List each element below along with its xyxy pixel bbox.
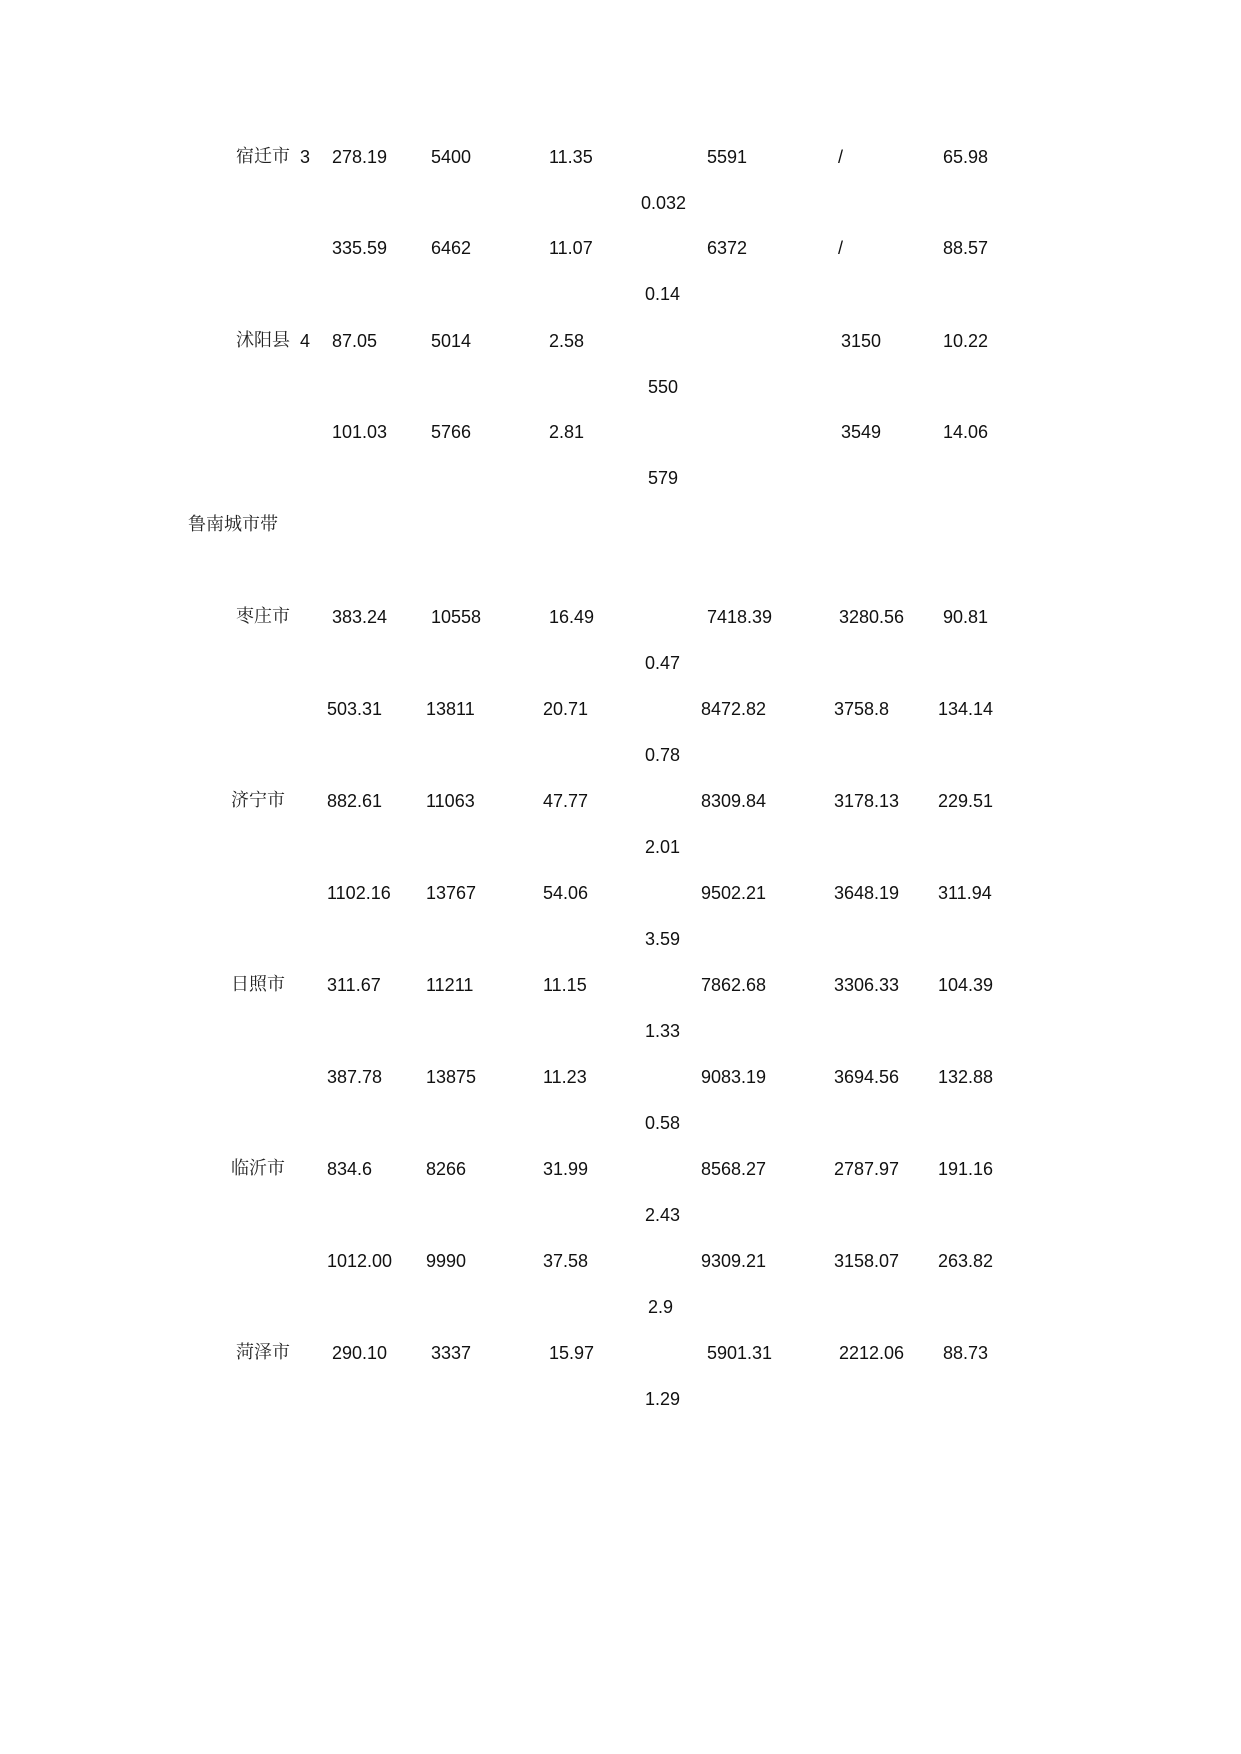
sub-cell: 579 bbox=[648, 468, 679, 488]
cell: 3150 bbox=[841, 331, 882, 351]
cell: 2.58 bbox=[549, 331, 585, 351]
cell: 834.6 bbox=[327, 1159, 373, 1179]
section-heading: 鲁南城市带 bbox=[188, 514, 278, 535]
cell: 9083.19 bbox=[701, 1067, 767, 1087]
sub-cell: 0.032 bbox=[641, 193, 687, 213]
cell: 7418.39 bbox=[707, 607, 773, 627]
sub-cell: 0.47 bbox=[645, 653, 681, 673]
cell: 3549 bbox=[841, 422, 882, 442]
cell: / bbox=[838, 147, 844, 167]
row-label: 菏泽市 bbox=[236, 1342, 290, 1363]
cell: 2212.06 bbox=[839, 1343, 905, 1363]
row-label: 枣庄市 bbox=[236, 606, 290, 627]
cell: 13811 bbox=[426, 699, 475, 719]
cell: 13767 bbox=[426, 883, 477, 903]
cell: 8568.27 bbox=[701, 1159, 767, 1179]
sub-cell: 3.59 bbox=[645, 929, 681, 949]
sub-cell: 1.29 bbox=[645, 1389, 681, 1409]
cell: 88.57 bbox=[943, 238, 989, 258]
cell: 47.77 bbox=[543, 791, 589, 811]
cell: 11.35 bbox=[549, 147, 593, 167]
cell: 3306.33 bbox=[834, 975, 900, 995]
cell: 11.15 bbox=[543, 975, 587, 995]
cell: 54.06 bbox=[543, 883, 589, 903]
cell: 11.23 bbox=[543, 1067, 587, 1087]
cell: 3337 bbox=[431, 1343, 472, 1363]
row-label: 沭阳县 bbox=[236, 330, 290, 351]
cell: 383.24 bbox=[332, 607, 388, 627]
cell: 2.81 bbox=[549, 422, 585, 442]
cell: 8309.84 bbox=[701, 791, 767, 811]
cell: 335.59 bbox=[332, 238, 388, 258]
cell: 3178.13 bbox=[834, 791, 900, 811]
cell: 2787.97 bbox=[834, 1159, 900, 1179]
cell: 13875 bbox=[426, 1067, 477, 1087]
cell: 191.16 bbox=[938, 1159, 994, 1179]
sub-cell: 1.33 bbox=[645, 1021, 681, 1041]
cell: 3648.19 bbox=[834, 883, 900, 903]
cell: 5400 bbox=[431, 147, 472, 167]
cell: 6462 bbox=[431, 238, 472, 258]
cell: 9502.21 bbox=[701, 883, 767, 903]
cell: 229.51 bbox=[938, 791, 994, 811]
cell: 503.31 bbox=[327, 699, 383, 719]
cell: 87.05 bbox=[332, 331, 378, 351]
cell: 9309.21 bbox=[701, 1251, 767, 1271]
cell: 31.99 bbox=[543, 1159, 589, 1179]
cell: 134.14 bbox=[938, 699, 994, 719]
cell: 101.03 bbox=[332, 422, 388, 442]
cell: 5901.31 bbox=[707, 1343, 773, 1363]
sub-cell: 0.58 bbox=[645, 1113, 681, 1133]
cell: 3694.56 bbox=[834, 1067, 900, 1087]
cell: 5766 bbox=[431, 422, 472, 442]
cell: 3280.56 bbox=[839, 607, 905, 627]
cell: 7862.68 bbox=[701, 975, 767, 995]
sub-cell: 550 bbox=[648, 377, 679, 397]
row-index: 4 bbox=[300, 331, 311, 351]
cell: 263.82 bbox=[938, 1251, 994, 1271]
cell: 37.58 bbox=[543, 1251, 589, 1271]
cell: 15.97 bbox=[549, 1343, 595, 1363]
cell: 20.71 bbox=[543, 699, 589, 719]
cell: 16.49 bbox=[549, 607, 595, 627]
cell: 11211 bbox=[426, 975, 474, 995]
cell: 88.73 bbox=[943, 1343, 989, 1363]
cell: 5014 bbox=[431, 331, 472, 351]
row-label: 济宁市 bbox=[231, 790, 285, 811]
cell: 1102.16 bbox=[327, 883, 391, 903]
cell: 311.67 bbox=[327, 975, 381, 995]
cell: 11063 bbox=[426, 791, 475, 811]
cell: 387.78 bbox=[327, 1067, 383, 1087]
cell: 10558 bbox=[431, 607, 482, 627]
cell: / bbox=[838, 238, 844, 258]
cell: 9990 bbox=[426, 1251, 467, 1271]
cell: 11.07 bbox=[549, 238, 593, 258]
cell: 132.88 bbox=[938, 1067, 994, 1087]
sub-cell: 2.43 bbox=[645, 1205, 681, 1225]
cell: 5591 bbox=[707, 147, 748, 167]
row-label: 日照市 bbox=[231, 974, 285, 995]
sub-cell: 2.9 bbox=[648, 1297, 674, 1317]
cell: 104.39 bbox=[938, 975, 994, 995]
cell: 3758.8 bbox=[834, 699, 890, 719]
row-index: 3 bbox=[300, 147, 311, 167]
sub-cell: 2.01 bbox=[645, 837, 681, 857]
cell: 3158.07 bbox=[834, 1251, 900, 1271]
cell: 8472.82 bbox=[701, 699, 767, 719]
row-label: 临沂市 bbox=[231, 1158, 285, 1179]
cell: 1012.00 bbox=[327, 1251, 393, 1271]
cell: 6372 bbox=[707, 238, 748, 258]
cell: 14.06 bbox=[943, 422, 989, 442]
cell: 10.22 bbox=[943, 331, 989, 351]
cell: 8266 bbox=[426, 1159, 467, 1179]
sub-cell: 0.78 bbox=[645, 745, 681, 765]
cell: 882.61 bbox=[327, 791, 383, 811]
cell: 65.98 bbox=[943, 147, 989, 167]
cell: 90.81 bbox=[943, 607, 989, 627]
cell: 290.10 bbox=[332, 1343, 388, 1363]
sub-cell: 0.14 bbox=[645, 284, 681, 304]
row-label: 宿迁市 bbox=[236, 146, 290, 167]
cell: 278.19 bbox=[332, 147, 388, 167]
cell: 311.94 bbox=[938, 883, 992, 903]
